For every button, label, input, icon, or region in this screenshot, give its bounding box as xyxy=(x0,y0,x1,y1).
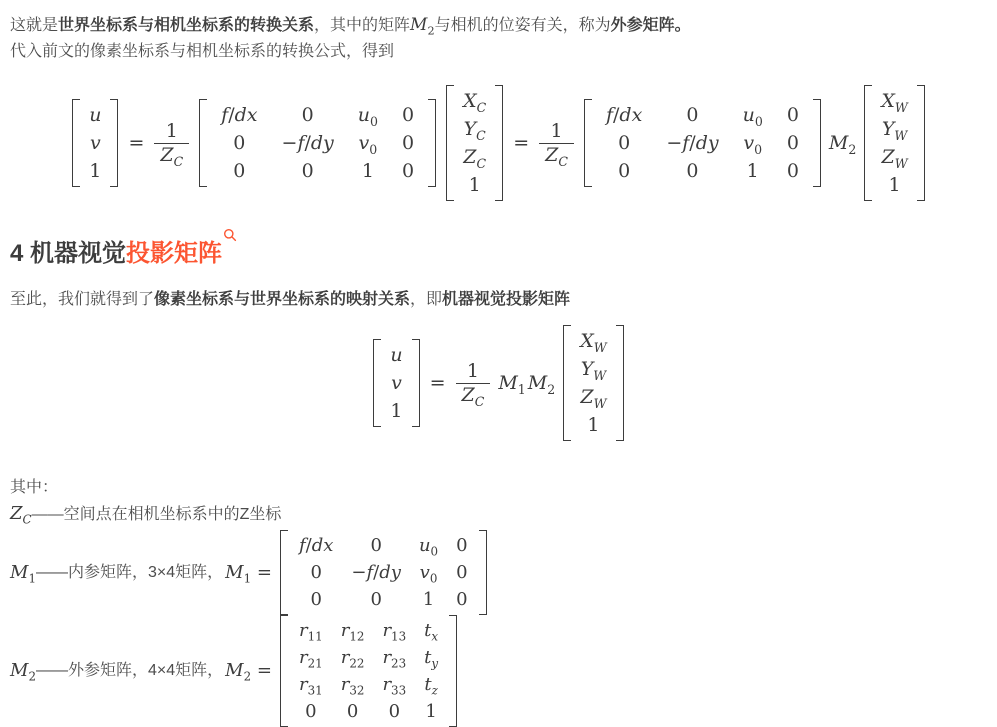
fraction-numerator: 1 xyxy=(550,119,563,142)
matrix-cell: $r_{13}$ xyxy=(382,620,407,644)
symbol-m2: $M_2$ xyxy=(828,132,857,157)
matrix-cell: $t_y$ xyxy=(424,647,439,671)
matrix-cell: 0 xyxy=(402,160,415,182)
matrix-cell: $X_W$ xyxy=(881,90,908,115)
inline-math-m2: $M_2$ xyxy=(10,660,36,684)
matrix-intrinsic xyxy=(280,530,487,615)
fraction-denominator: $Z_C$ xyxy=(456,383,491,407)
matrix-right-bracket xyxy=(412,339,420,427)
matrix-right-bracket xyxy=(616,325,624,441)
matrix-cell: 1 xyxy=(422,589,435,610)
matrix-cell: $r_{21}$ xyxy=(298,647,323,671)
text-run: 代入前文的像素坐标系与相机坐标系的转换公式，得到 xyxy=(10,43,395,60)
definitions-section xyxy=(10,475,987,727)
matrix-cell: 1 xyxy=(587,414,600,436)
matrix-cell: 0 xyxy=(456,562,468,583)
matrix-grid xyxy=(290,532,477,613)
matrix-cell: −f/dy xyxy=(351,562,401,583)
matrix-cell: u xyxy=(89,104,102,126)
matrix-cell: 0 xyxy=(346,701,359,722)
matrix-cell: $u_0$ xyxy=(357,104,379,129)
matrix-cell: $r_{32}$ xyxy=(340,674,365,698)
matrix-right-bracket xyxy=(479,530,487,615)
matrix-left-bracket xyxy=(72,99,80,187)
matrix-cell: 0 xyxy=(310,589,322,610)
matrix-cell: $u_0$ xyxy=(418,535,439,559)
matrix-cell: 0 xyxy=(786,160,799,182)
matrix-right-bracket xyxy=(110,99,118,187)
fraction-denominator: $Z_C$ xyxy=(539,143,574,167)
section-heading xyxy=(10,229,987,271)
fraction-one-over-zc xyxy=(539,120,574,167)
text-run: 与相机的位姿有关，称为 xyxy=(434,17,611,34)
matrix-cell: f/dx xyxy=(605,104,643,126)
matrix-cell: $t_z$ xyxy=(424,674,438,698)
matrix-cell: 0 xyxy=(686,104,699,126)
matrix-cell: 0 xyxy=(456,589,468,610)
equals-sign: = xyxy=(429,372,446,394)
matrix-right-bracket xyxy=(449,615,457,727)
matrix-cell: $Y_C$ xyxy=(463,118,486,143)
matrix-grid xyxy=(290,617,447,725)
fraction-one-over-zc xyxy=(154,120,189,167)
matrix-cell: $r_{31}$ xyxy=(298,674,323,698)
matrix-intrinsic xyxy=(584,99,821,187)
matrix-cell: 0 xyxy=(402,104,415,126)
vector-uv1 xyxy=(373,339,419,427)
matrix-grid xyxy=(209,101,426,185)
text-run: ，即 xyxy=(410,291,443,308)
matrix-left-bracket xyxy=(563,325,571,441)
keyword-link[interactable] xyxy=(126,240,237,267)
matrix-cell: 0 xyxy=(305,701,317,722)
matrix-cell: 0 xyxy=(370,589,382,610)
matrix-cell: 0 xyxy=(233,160,246,182)
vector-uv1 xyxy=(72,99,118,187)
vector-world-point xyxy=(864,85,924,201)
matrix-left-bracket xyxy=(199,99,207,187)
text-run: 这就是 xyxy=(10,17,59,34)
matrix-left-bracket xyxy=(280,530,288,615)
matrix-cell: 1 xyxy=(361,160,374,182)
matrix-cell: $Z_W$ xyxy=(580,386,607,411)
matrix-cell: 1 xyxy=(89,160,102,182)
matrix-grid xyxy=(594,101,811,185)
matrix-cell: 0 xyxy=(388,701,401,722)
matrix-cell: 0 xyxy=(301,104,314,126)
matrix-cell: 0 xyxy=(786,104,799,126)
inline-math-m2-equals: $M_2$ = xyxy=(225,660,272,684)
matrix-cell: 0 xyxy=(233,132,246,154)
heading-text: 4 机器视觉 xyxy=(10,240,127,267)
matrix-cell: $v_0$ xyxy=(358,132,378,157)
matrix-left-bracket xyxy=(280,615,288,727)
matrix-cell: $Y_W$ xyxy=(580,358,607,383)
equals-sign: = xyxy=(128,132,145,154)
equals-sign: = xyxy=(513,132,530,154)
matrix-cell: $u_0$ xyxy=(742,104,763,129)
matrix-right-bracket xyxy=(813,99,821,187)
text-run: ，其中的矩阵 xyxy=(314,17,411,34)
definition-m2 xyxy=(10,615,987,727)
fraction-denominator: $Z_C$ xyxy=(154,143,189,167)
matrix-cell: f/dx xyxy=(298,535,334,556)
fraction-one-over-zc xyxy=(456,360,491,407)
matrix-left-bracket xyxy=(584,99,592,187)
matrix-left-bracket xyxy=(373,339,381,427)
matrix-cell: 0 xyxy=(618,160,631,182)
matrix-cell: 1 xyxy=(888,174,901,196)
matrix-cell: $v_0$ xyxy=(419,562,438,586)
matrix-cell: 0 xyxy=(618,132,631,154)
matrix-right-bracket xyxy=(917,85,925,201)
matrix-cell: 1 xyxy=(425,701,437,722)
equation-projection-matrix xyxy=(10,325,987,441)
matrix-cell: 0 xyxy=(370,535,382,556)
bold-run: 外参矩阵。 xyxy=(610,17,691,34)
inline-math-m1-equals: $M_1$ = xyxy=(225,561,272,586)
matrix-cell: $Z_W$ xyxy=(881,146,908,171)
matrix-right-bracket xyxy=(428,99,436,187)
matrix-grid xyxy=(874,87,914,199)
vector-world-point xyxy=(563,325,623,441)
matrix-cell: 0 xyxy=(402,132,415,154)
matrix-cell: 1 xyxy=(746,160,759,182)
matrix-cell: $r_{23}$ xyxy=(382,647,407,671)
matrix-grid xyxy=(383,341,409,425)
matrix-cell: 1 xyxy=(468,174,481,196)
definition-text: ——内参矩阵，3×4矩阵， xyxy=(36,563,224,581)
keyword-link-text[interactable]: 投影矩阵 xyxy=(126,240,223,267)
matrix-cell: 1 xyxy=(390,400,403,422)
symbol-m1: $M_1$ xyxy=(498,372,526,397)
fraction-numerator: 1 xyxy=(466,359,479,382)
matrix-cell: $X_W$ xyxy=(580,330,607,355)
definition-zc xyxy=(10,501,987,528)
matrix-cell: v xyxy=(89,132,101,154)
matrix-grid xyxy=(82,101,108,185)
matrix-cell: −f/dy xyxy=(281,132,334,154)
matrix-cell: $Z_C$ xyxy=(463,146,487,171)
text-run: 其中： xyxy=(10,479,59,496)
inline-math-m2: $M_2$ xyxy=(410,15,435,38)
matrix-cell: 0 xyxy=(686,160,699,182)
matrix-cell: $Y_W$ xyxy=(881,118,908,143)
matrix-left-bracket xyxy=(446,85,454,201)
definition-m1 xyxy=(10,530,987,615)
matrix-cell: $r_{11}$ xyxy=(298,620,323,644)
matrix-cell: −f/dy xyxy=(666,132,719,154)
text-run: 至此，我们就得到了 xyxy=(10,291,155,308)
paragraph-3 xyxy=(10,287,987,313)
symbol-m2: $M_2$ xyxy=(527,372,556,397)
matrix-grid xyxy=(456,87,493,199)
paragraph-2 xyxy=(10,39,987,65)
matrix-extrinsic xyxy=(280,615,457,727)
definitions-intro xyxy=(10,475,987,501)
matrix-cell: $r_{22}$ xyxy=(340,647,365,671)
matrix-cell: $v_0$ xyxy=(743,132,763,157)
search-icon[interactable] xyxy=(223,233,237,255)
inline-math-m1: $M_1$ xyxy=(10,561,36,586)
matrix-cell: f/dx xyxy=(221,104,258,126)
vector-camera-point xyxy=(446,85,503,201)
matrix-cell: 0 xyxy=(301,160,314,182)
matrix-cell: $X_C$ xyxy=(463,90,487,115)
paragraph-1 xyxy=(10,12,987,39)
matrix-cell: 0 xyxy=(310,562,322,583)
inline-math-zc: $Z_C$ xyxy=(10,503,32,527)
equation-pixel-camera-world xyxy=(10,85,987,201)
bold-run: 世界坐标系与相机坐标系的转换关系 xyxy=(58,17,315,34)
matrix-intrinsic xyxy=(199,99,436,187)
matrix-cell: v xyxy=(391,372,402,394)
bold-run: 机器视觉投影矩阵 xyxy=(442,291,571,308)
matrix-cell: 0 xyxy=(786,132,799,154)
matrix-left-bracket xyxy=(864,85,872,201)
matrix-right-bracket xyxy=(495,85,503,201)
matrix-cell: $r_{12}$ xyxy=(340,620,365,644)
matrix-cell: $r_{33}$ xyxy=(382,674,407,698)
matrix-grid xyxy=(573,327,613,439)
fraction-numerator: 1 xyxy=(165,119,178,142)
matrix-cell: 0 xyxy=(456,535,468,556)
bold-run: 像素坐标系与世界坐标系的映射关系 xyxy=(154,291,411,308)
matrix-cell: $t_x$ xyxy=(424,620,439,644)
matrix-cell: u xyxy=(390,344,403,366)
definition-text: ——空间点在相机坐标系中的Z坐标 xyxy=(31,506,282,523)
definition-text: ——外参矩阵，4×4矩阵， xyxy=(36,662,224,679)
